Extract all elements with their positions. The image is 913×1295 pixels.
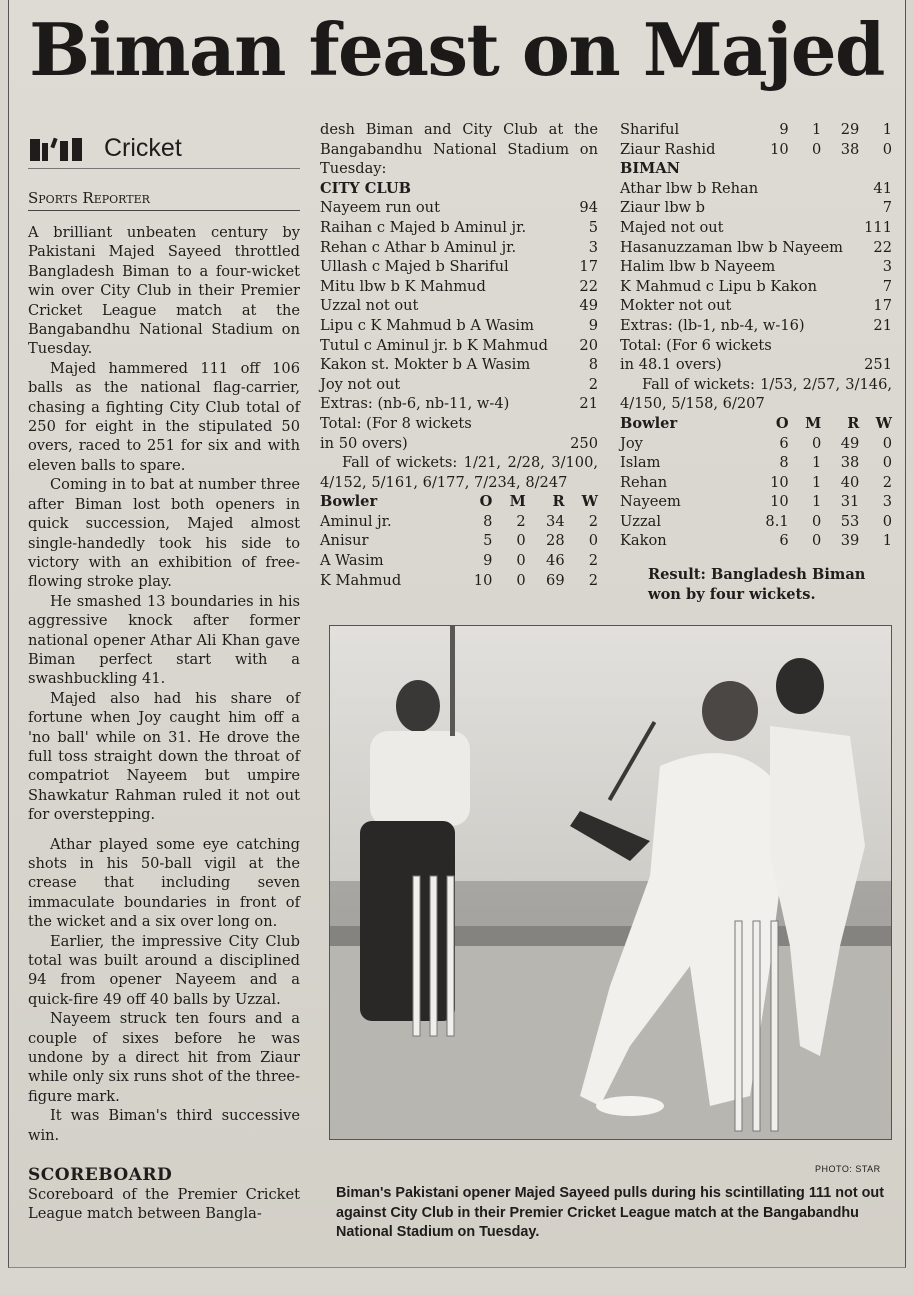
story-paragraph: He smashed 13 boundaries in his aggressive knock after former national opener Athar Ali Khan gave Biman perfect start with a swashbuckling 41. [28,592,300,688]
scoreboard-column-2 [320,120,598,590]
headline: Biman feast on Majed [29,7,884,92]
bowling-cell: 10 [770,140,789,158]
bowling-cell: 0 [811,434,822,452]
batsman-dismissal: K Mahmud c Lipu b Kakon [620,277,817,295]
bowling-row [620,120,892,140]
bowling-row [620,453,892,473]
team-name-biman: BIMAN [620,160,680,178]
team-name-city-club: CITY CLUB [320,179,411,197]
scoreboard-heading: SCOREBOARD [28,1165,173,1186]
bowling-cell: 1 [811,454,822,472]
batsman-dismissal: Ullash c Majed b Shariful [320,258,509,276]
bowling-cell: 0 [882,454,892,472]
bowling-cell: 2 [588,552,598,570]
batting-row [620,218,892,238]
city-club-extras: Extras: (nb-6, nb-11, w-4) 21 [320,395,598,413]
batsman-runs: 7 [882,199,892,217]
bowling-cell: 9 [483,552,493,570]
bowling-cell: A Wasim [320,552,384,570]
bowling-header-cell: W [581,493,598,511]
batting-row [320,355,598,375]
batsman-runs: 20 [579,336,598,354]
photo-caption: Biman's Pakistani opener Majed Sayeed pulls during his scintillating 111 not out against City Club in their Premier Cricket League match at the Bangabandhu National Stadium on Tuesday. [336,1185,884,1240]
bowling-cell: 1 [811,493,822,511]
bowling-row [320,551,598,571]
batsman-runs: 94 [579,199,598,217]
bowling-header-cell: R [847,414,860,432]
story-column [28,128,300,1223]
batsman-runs: 7 [882,277,892,295]
batsman-runs: 3 [588,238,598,256]
bowling-header-cell: O [775,414,789,432]
bowling-cell: Kakon [620,532,667,550]
bowling-row [620,531,892,551]
bowling-cell: 2 [882,473,892,491]
city-club-fall-of-wickets: Fall of wickets: 1/21, 2/28, 3/100, 4/152, 5/161, 6/177, 7/234, 8/247 [320,454,598,491]
bowling-row [620,492,892,512]
batsman-dismissal: Hasanuzzaman lbw b Nayeem [620,238,844,256]
story-paragraph: Majed also had his share of fortune when Joy caught him off a 'no ball' while on 31. He drove the full toss straight down the throat of compatriot Nayeem but umpire Shawkatur Rahman ruled it not out for overstepping. [28,689,300,824]
batsman-dismissal: Halim lbw b Nayeem [620,258,776,276]
bowling-cell: 39 [840,532,860,550]
bowling-cell: Ziaur Rashid [620,140,716,158]
biman-extras: Extras: (lb-1, nb-4, w-16) 21 [620,316,892,334]
cricket-stumps-logo-icon [28,135,98,161]
batting-row [320,257,598,277]
batsman-pull-shot-photo [330,626,892,1140]
batsman-dismissal: Raihan c Majed b Aminul jr. [320,218,527,236]
bowling-cell: 10 [473,571,493,589]
batting-row [320,238,598,258]
city-club-batting [320,198,598,394]
bowling-cell: 0 [811,512,822,530]
story-paragraph: It was Biman's third successive win. [28,1107,300,1144]
bowling-cell: Rehan [620,473,668,491]
bowling-cell: 0 [882,512,892,530]
batting-row [320,198,598,218]
bowling-cell: 0 [882,434,892,452]
bowling-row [620,140,892,160]
biman-total-line1: Total: (For 6 wickets [620,336,772,354]
batting-row [620,179,892,199]
batsman-dismissal: Uzzal not out [320,297,419,315]
bowling-cell: 2 [516,512,526,530]
bowling-cell: 8.1 [765,512,789,530]
bowling-row [620,512,892,532]
story-paragraph: Majed hammered 111 off 106 balls as the national flag-carrier, chasing a fighting City Club total of 250 for eight in the stipulated 50 overs, raced to 251 for six and with eleven balls to spare. [28,359,300,474]
bowling-cell: 0 [811,140,822,158]
story-paragraph: Coming in to bat at number three after Biman lost both openers in quick succession, Majed almost single-handedly took his side to victory with an exhibition of free-flowing stroke play. [28,476,300,591]
batting-row [320,336,598,356]
batsman-dismissal: Mitu lbw b K Mahmud [320,277,486,295]
batsman-dismissal: Mokter not out [620,297,732,315]
batting-row [320,218,598,238]
bowling-cell: Shariful [620,121,680,138]
byline: Sports Reporter [28,189,300,211]
batting-row [320,277,598,297]
batsman-dismissal: Kakon st. Mokter b A Wasim [320,356,531,374]
bowling-cell: 28 [546,532,565,550]
batting-row [620,277,892,297]
biman-bowling-table [620,414,892,551]
bowling-header-row [320,492,598,512]
batsman-runs: 17 [579,258,598,276]
bowling-cell: 34 [546,512,565,530]
bowling-header-cell: R [552,493,565,511]
batsman-runs: 49 [579,297,598,315]
batsman-runs: 9 [588,316,598,334]
bowling-cell: 0 [811,532,822,550]
bowling-cell: 5 [483,532,493,550]
bowling-cell: 1 [811,473,822,491]
city-club-bowling-table [320,492,598,590]
city-club-total: in 50 overs) 250 [320,434,598,452]
bowling-cell: Aminul jr. [320,512,392,530]
scoreboard-intro-continued: desh Biman and City Club at the Bangabandhu National Stadium on Tuesday: [320,121,598,178]
story-paragraph: Earlier, the impressive City Club total was built around a disciplined 94 from opener Nayeem and a quick-fire 49 off 40 balls by Uzzal. [28,932,300,1008]
bowling-cell: K Mahmud [320,571,402,589]
story-paragraph: Nayeem struck ten fours and a couple of sixes before he was undone by a direct hit from Ziaur while only six runs shot of the three-figure mark. [28,1010,300,1105]
scoreboard-column-3 [620,120,892,604]
bowling-cell: 38 [840,140,860,158]
bowling-cell: 0 [588,532,598,550]
bowling-cell: Islam [620,454,661,472]
bowling-header-cell: M [509,493,526,511]
batsman-runs: 17 [873,297,892,315]
bowling-row [320,512,598,532]
bowling-cell: 10 [770,493,789,511]
bowling-cell: Joy [620,434,643,452]
batsman-runs: 3 [882,258,892,276]
bowling-cell: 6 [779,532,789,550]
photo-credit: PHOTO: STAR [815,1164,881,1174]
bowling-cell: 31 [840,493,860,511]
bowling-header-row [620,414,892,434]
bowling-cell: 6 [779,434,789,452]
bowling-cell: 38 [840,454,860,472]
batsman-dismissal: Ziaur lbw b [620,199,706,217]
bowling-cell: 1 [811,121,822,138]
bowling-cell: Uzzal [620,512,662,530]
bowling-header-cell: Bowler [620,414,678,432]
bowling-row [320,571,598,591]
batting-row [620,238,892,258]
batsman-dismissal: Nayeem run out [320,199,440,217]
bowling-cell: Nayeem [620,493,681,511]
story-body [28,223,300,1145]
bowling-cell: 8 [779,454,789,472]
batsman-runs: 8 [588,356,598,374]
story-paragraph: Athar played some eye catching shots in his 50-ball vigil at the crease that including seven immaculate boundaries in front of the wicket and a six over long on. [28,835,300,931]
city-club-total-line1: Total: (For 8 wickets [320,414,472,432]
bowling-cell: 69 [546,571,565,589]
batsman-dismissal: Joy not out [320,375,401,393]
bowling-cell: 40 [840,473,860,491]
section-header [28,128,300,169]
batting-row [320,375,598,395]
bowling-header-cell: O [479,493,493,511]
batsman-runs: 2 [588,375,598,393]
batsman-dismissal: Lipu c K Mahmud b A Wasim [320,316,534,334]
bowling-cell: 1 [882,121,892,138]
bowling-row [320,531,598,551]
batsman-runs: 111 [864,218,892,236]
bowling-header-cell: W [875,414,892,432]
city-club-bowling-table-continued [620,120,892,159]
bowling-cell: 0 [516,532,526,550]
bowling-cell: 0 [516,552,526,570]
bowling-cell: 2 [588,571,598,589]
bowling-row [620,473,892,493]
bowling-cell: 9 [779,121,789,138]
bowling-cell: Anisur [320,532,369,550]
story-paragraph: A brilliant unbeaten century by Pakistani Majed Sayeed throttled Bangladesh Biman to a four-wicket win over City Club in their Premier Cricket League match at the Bangabandhu National Stadium on Tuesday. [28,224,300,358]
batting-row [620,296,892,316]
batsman-dismissal: Majed not out [620,218,724,236]
batsman-runs: 22 [873,238,892,256]
batsman-runs: 41 [873,179,892,197]
bowling-cell: 1 [882,532,892,550]
match-photo [329,625,892,1140]
batsman-dismissal: Athar lbw b Rehan [620,179,759,197]
bowling-header-cell: Bowler [320,493,378,511]
bowling-header-cell: M [805,414,822,432]
batting-row [620,257,892,277]
batting-row [620,198,892,218]
batting-row [320,296,598,316]
bowling-row [620,434,892,454]
biman-total: in 48.1 overs) 251 [620,356,892,374]
bowling-cell: 10 [770,473,789,491]
scoreboard-intro-start: Scoreboard of the Premier Cricket League match between Bangla- [28,1186,300,1223]
batsman-dismissal: Rehan c Athar b Aminul jr. [320,238,517,256]
bowling-cell: 0 [516,571,526,589]
bowling-cell: 0 [882,140,892,158]
bowling-cell: 46 [546,552,565,570]
biman-batting [620,179,892,316]
bowling-cell: 29 [840,121,860,138]
bowling-cell: 49 [840,434,860,452]
batting-row [320,316,598,336]
bowling-cell: 3 [882,493,892,511]
match-result: Result: Bangladesh Biman won by four wickets. [648,566,866,603]
batsman-runs: 5 [588,218,598,236]
batsman-runs: 22 [579,277,598,295]
section-label: Cricket [104,133,182,162]
batsman-dismissal: Tutul c Aminul jr. b K Mahmud [320,336,548,354]
biman-fall-of-wickets: Fall of wickets: 1/53, 2/57, 3/146, 4/150, 5/158, 6/207 [620,375,892,413]
bowling-cell: 8 [483,512,493,530]
bowling-cell: 2 [588,512,598,530]
bowling-cell: 53 [840,512,860,530]
